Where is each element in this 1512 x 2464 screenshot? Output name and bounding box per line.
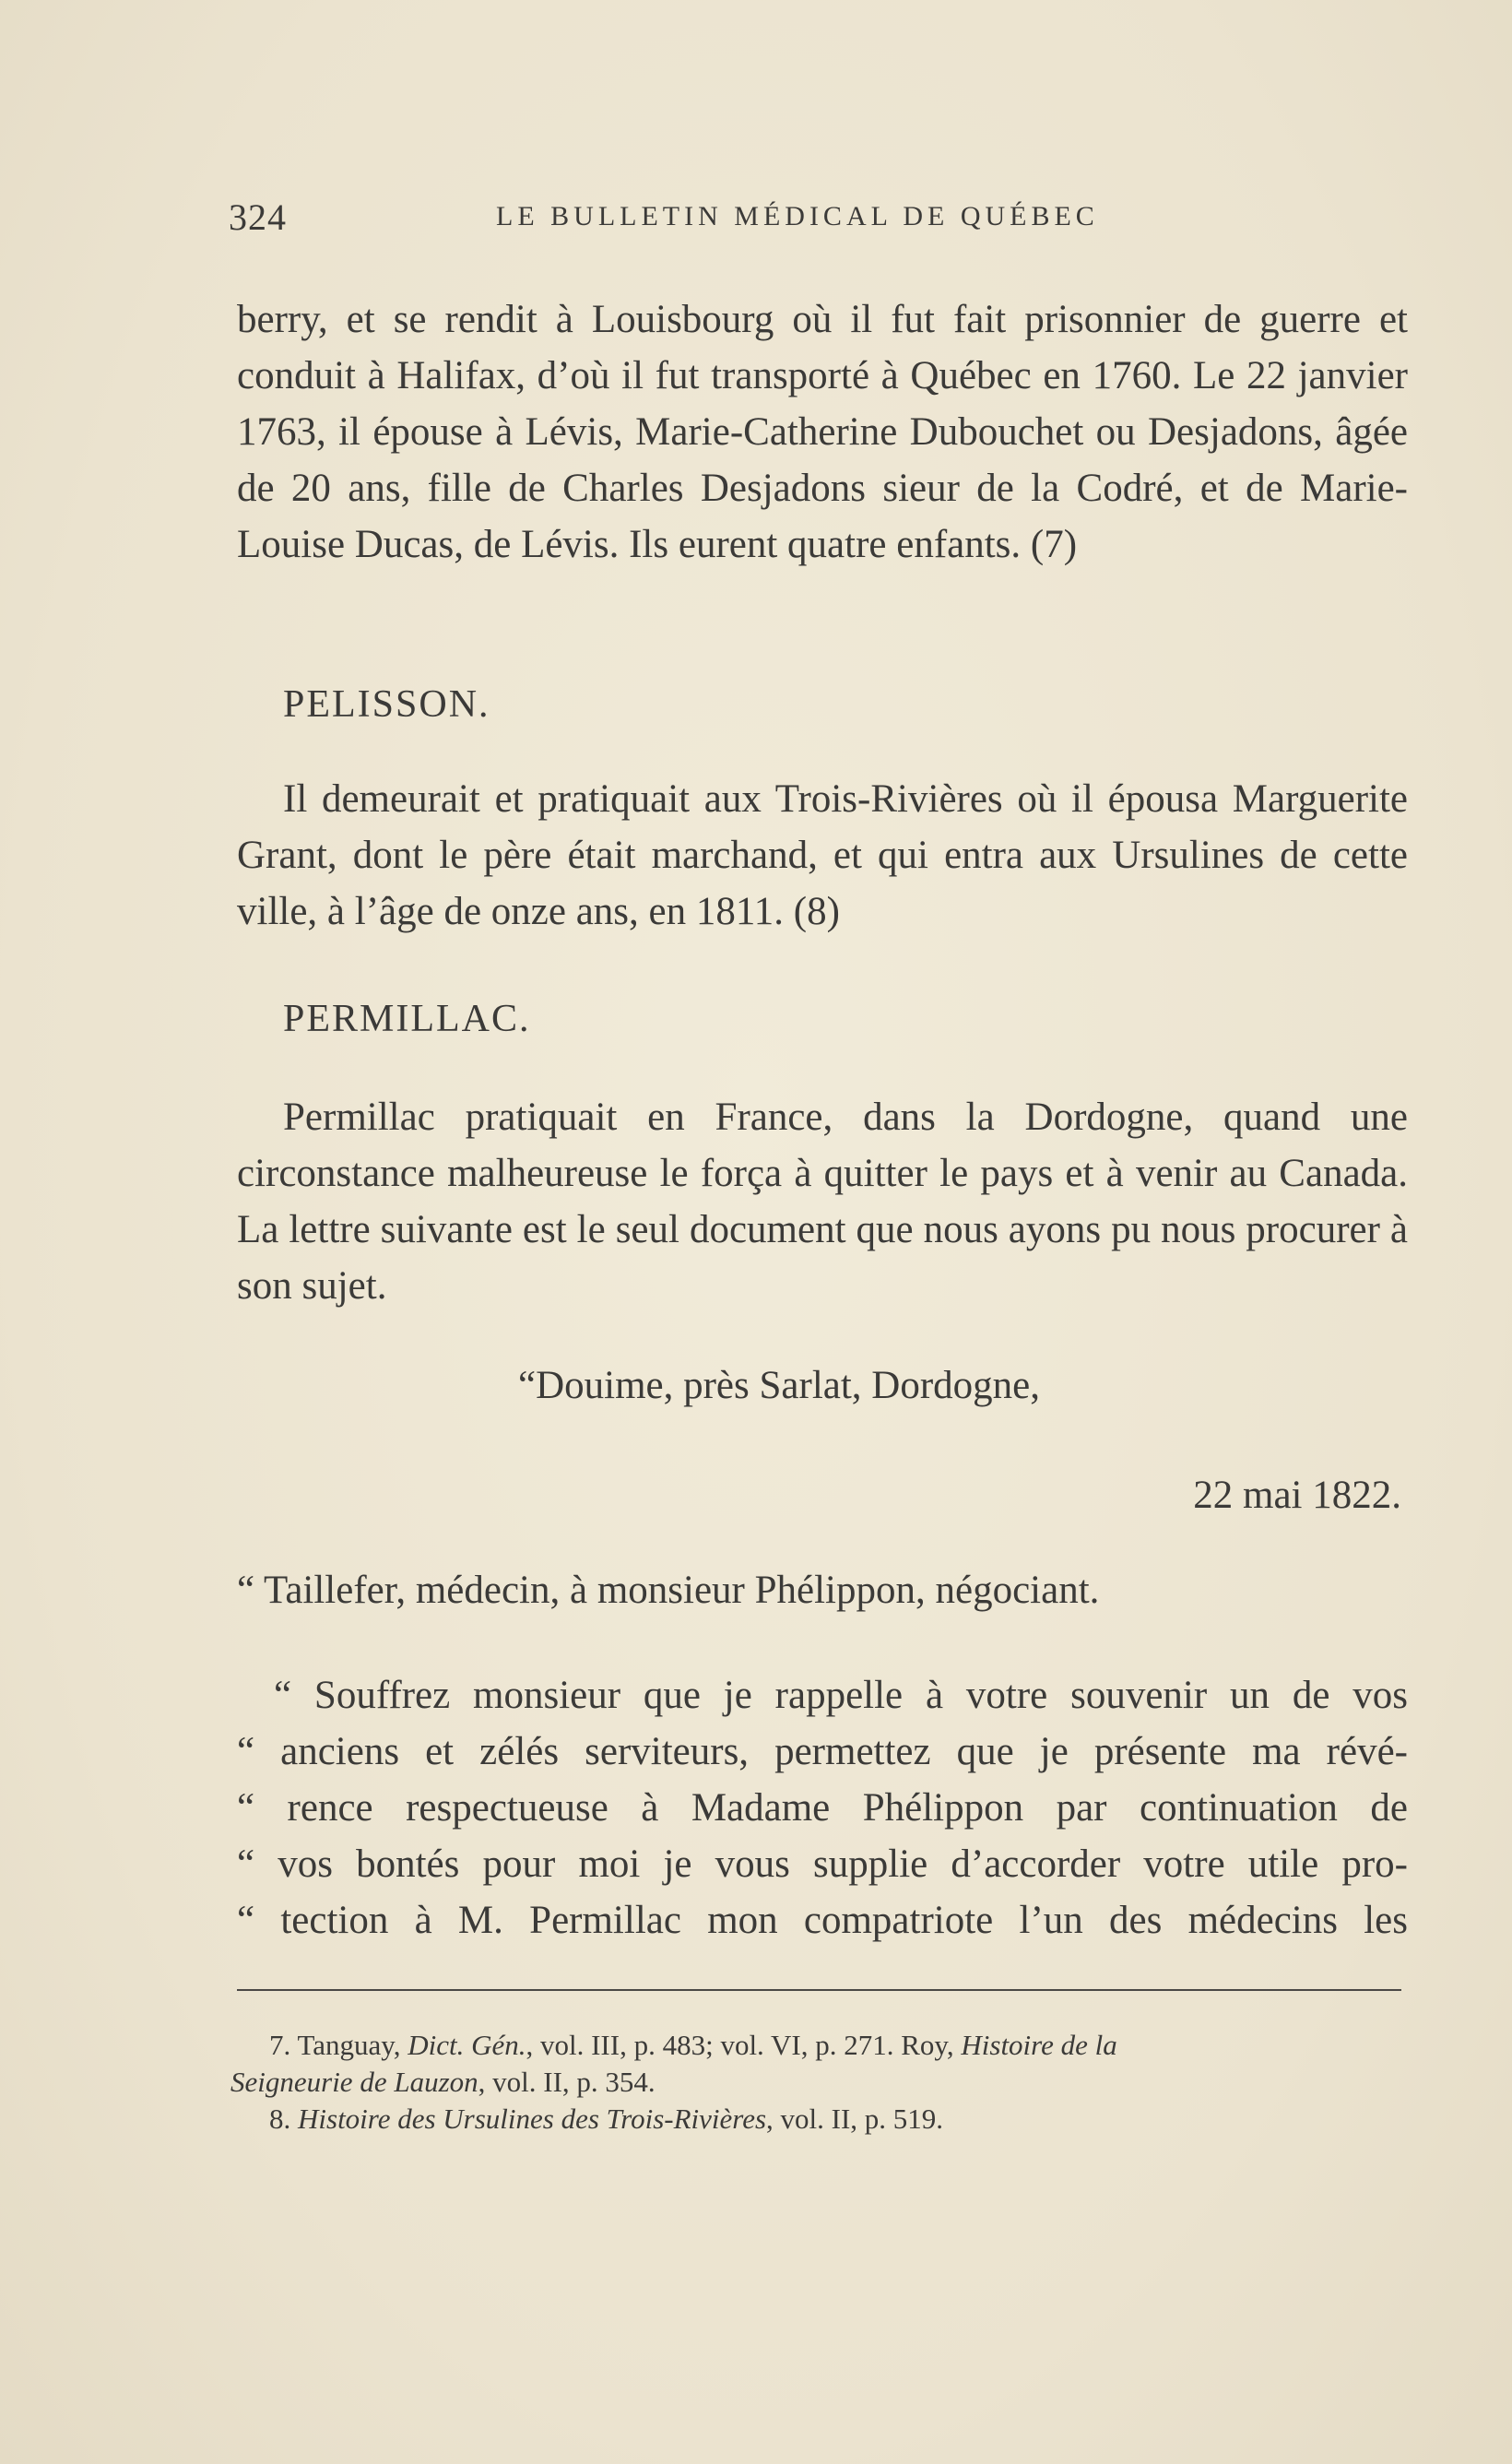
letter-date: 22 mai 1822. [1193, 1474, 1401, 1517]
letter-place: “Douime, près Sarlat, Dordogne, [518, 1364, 1041, 1407]
footnote-text: , vol. III, p. 483; vol. VI, p. 271. Roy, [526, 2029, 962, 2061]
footnote-text: 7. Tanguay, [269, 2029, 408, 2061]
footnote-title: Dict. Gén. [408, 2029, 526, 2061]
letter-line: “ Souffrez monsieur que je rappelle à votre souvenir un de vos [274, 1674, 1408, 1717]
paragraph-pelisson: Il demeurait et pratiquait aux Trois-Rivières où il épousa Marguerite Grant, dont le père était marchand, et qui entra aux Ursulines de cette ville, à l’âge de onze ans, en 1811. (8) [237, 777, 1408, 933]
letter-line: “ vos bontés pour moi je vous supplie d’accorder votre utile pro- [237, 1842, 1408, 1886]
footnote-text: , vol. II, p. 519. [766, 2103, 944, 2135]
footnote-text: 8. [269, 2103, 298, 2135]
running-head: LE BULLETIN MÉDICAL DE QUÉBEC [496, 201, 1099, 231]
footnote-text: , vol. II, p. 354. [478, 2066, 656, 2098]
footnote-divider [237, 1989, 1401, 1991]
footnote-7 [269, 2027, 1401, 2064]
footnote-title: Histoire de la [961, 2029, 1117, 2061]
section-heading-pelisson: PELISSON. [283, 683, 490, 726]
letter-line: “ anciens et zélés serviteurs, permettez que je présente ma révé- [237, 1730, 1408, 1773]
letter-line: “ tection à M. Permillac mon compatriote l’un des médecins les [237, 1899, 1408, 1942]
page-number: 324 [229, 196, 287, 238]
footnotes [230, 2027, 1401, 2138]
section-heading-permillac: PERMILLAC. [283, 998, 531, 1040]
footnote-title: Histoire des Ursulines des Trois-Rivières [298, 2103, 767, 2135]
footnote-7-continued [230, 2064, 1401, 2101]
page-header [229, 195, 1151, 251]
paragraph-permillac: Permillac pratiquait en France, dans la Dordogne, quand une circonstance malheureuse le força à quitter le pays et à venir au Canada. La lettre suivante est le seul document que nous ayons pu nous procurer à son sujet. [237, 1096, 1408, 1308]
letter-salutation: “ Taillefer, médecin, à monsieur Phélippon, négociant. [237, 1569, 1100, 1612]
footnote-8 [269, 2101, 1401, 2138]
paragraph-continuation: berry, et se rendit à Louisbourg où il fut fait prisonnier de guerre et conduit à Halifax, d’où il fut transporté à Québec en 1760. Le 22 janvier 1763, il épouse à Lévis, Marie-Catherine Dubouchet ou Desjadons, âgée de 20 ans, fille de Charles Desjadons sieur de la Codré, et de Marie-Louise Ducas, de Lévis. Ils eurent quatre enfants. (7) [237, 298, 1408, 566]
letter-line: “ rence respectueuse à Madame Phélippon par continuation de [237, 1786, 1408, 1830]
letter-body [237, 1667, 1408, 1949]
footnote-title: Seigneurie de Lauzon [230, 2066, 478, 2098]
